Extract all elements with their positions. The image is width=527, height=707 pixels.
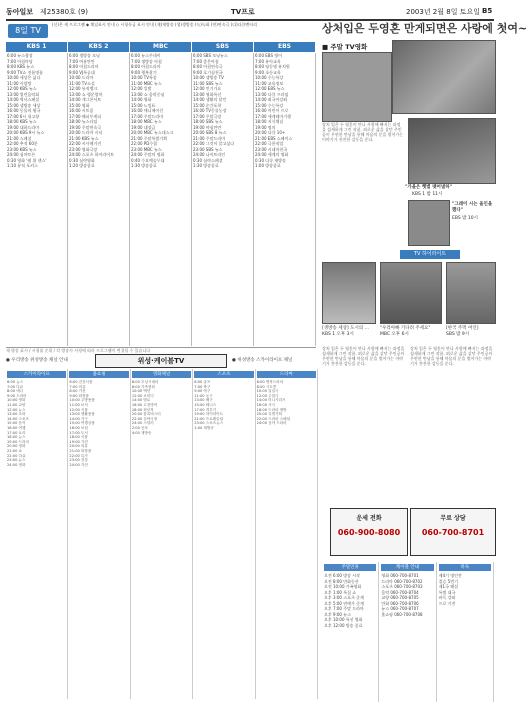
schedule-entry[interactable]: 12:00 일밤 (131, 86, 152, 91)
highlight-2-channel: MBC 오후 6시 (380, 332, 409, 337)
sat-entry[interactable]: 24:00 가전 (69, 462, 88, 467)
headline: 상처입은 두영혼 만게되면은 사랑에 첫여~ (322, 22, 527, 35)
satellite-columns (6, 369, 318, 699)
highlight-photo-3 (446, 262, 496, 324)
schedule-entry[interactable]: 10:00 세상은 넓다 (7, 75, 41, 80)
schedule-entry[interactable]: 6:00 SBS 모닝뉴스 (193, 53, 228, 58)
right-list-entry[interactable]: 오후 12:00 방송 종료 (324, 622, 363, 628)
schedule-entry[interactable]: 13:00 영화특선 (193, 91, 222, 97)
schedule-entry[interactable]: 11:00 SBS 뉴스 (193, 80, 223, 86)
right-list-entry[interactable]: 교양 060-700-8705 (381, 595, 419, 600)
sat-entry[interactable]: 14:00 미니시리즈 (256, 398, 286, 403)
schedule-entry[interactable]: 0:30 다큐 재방송 (255, 157, 286, 163)
schedule-entry[interactable]: 19:00 명의 (255, 124, 276, 130)
sat-entry[interactable]: 11:00 교양 (7, 402, 26, 407)
schedule-entry[interactable]: 13:00 다큐 프라임 (255, 91, 289, 97)
right-list-entry[interactable]: 영화 060-700-8701 (381, 573, 419, 578)
sat-entry[interactable]: 19:00 하이라이트 (194, 412, 224, 417)
sat-entry[interactable]: 20:00 의류 (69, 444, 88, 449)
sat-entry[interactable]: 17:00 격투기 (194, 407, 217, 412)
sat-entry[interactable]: 18:00 식품 (69, 435, 88, 440)
left-film-title: "가을은 햇볕 맺어낼하" (405, 185, 452, 190)
schedule-entry[interactable]: 11:00 MBC 뉴스 (131, 80, 162, 86)
highlight-2-title: "우리아빠 기다려 주세요" (380, 326, 431, 331)
schedule-entry[interactable]: 8:00 아침연속극 (193, 64, 223, 69)
right-lists (322, 562, 494, 702)
schedule-entry[interactable]: 24:00 심야토론 (7, 152, 36, 157)
schedule-entry[interactable]: 22:00 시사매거진 (69, 141, 102, 146)
schedule-entry[interactable]: 14:00 외국어강좌 (255, 97, 288, 102)
schedule-entry[interactable]: 18:00 SBS 뉴스 (193, 119, 223, 124)
right-list-entry[interactable]: 오전 6:00 방송 시작 (324, 573, 360, 578)
schedule-entry[interactable]: 19:00 대장금 (131, 124, 156, 130)
sat-entry[interactable]: 24:00 영화 (7, 462, 26, 467)
feature-still-main (392, 40, 496, 114)
schedule-entry[interactable]: 21:00 주말특별기획 (131, 135, 167, 141)
satellite-banner: 위성·케이블TV (95, 354, 227, 368)
right-list-entry[interactable]: 특별 대국 (438, 589, 456, 595)
date: 2003년 2월 8일 토요일 (406, 8, 480, 16)
sat-entry[interactable]: 18:00 최신작 (131, 407, 154, 412)
schedule-entry[interactable]: 18:00 뉴스타임 (69, 119, 98, 124)
schedule-entry[interactable]: 11:00 사랑방 (7, 80, 32, 86)
right-list-entry[interactable]: 만화 060-700-8706 (381, 600, 419, 606)
sat-entry[interactable]: 14:00 가구 (69, 416, 88, 421)
sat-entry[interactable]: 22:00 드라마 스페셜 (256, 416, 291, 421)
schedule-entry[interactable]: 0:30 심야영화 (69, 157, 95, 163)
feature-still-secondary (408, 118, 496, 184)
sat-note-left: ● 우리방송 위성방송 채널 안내 (6, 358, 68, 363)
right-list-header: 주말연휴 (324, 564, 376, 571)
schedule-column (68, 53, 130, 346)
sat-entry[interactable]: 14:00 스포츠 (7, 416, 29, 421)
schedule-entry[interactable]: 16:00 애니메이션 (131, 108, 164, 113)
schedule-entry[interactable]: 6:00 생방송 모닝 (69, 53, 100, 58)
schedule-column (6, 53, 68, 346)
sat-entry[interactable]: 8:00 가전 (69, 389, 86, 394)
sat-entry[interactable]: 6:00 골프 (194, 380, 211, 384)
paper-name: 동아일보 (6, 8, 34, 16)
sat-column (193, 369, 255, 699)
sat-entry[interactable]: 24:00 심야 드라마 (256, 421, 287, 426)
schedule-entry[interactable]: 14:00 영화 (131, 97, 152, 102)
channel-header[interactable]: MBC (130, 42, 191, 52)
sat-entry[interactable]: 8:00 애니 (7, 389, 24, 394)
sat-entry[interactable]: 15:00 음악 (7, 421, 26, 426)
right-film-title: "그레이 시는 올인을 했다" (452, 202, 493, 213)
feature-title: ■ 주말 TV영화 (322, 43, 368, 51)
schedule-column (192, 53, 254, 346)
schedule-entry[interactable]: 7:00 아침마당 (7, 58, 33, 64)
sat-entry[interactable]: 19:00 가전 (69, 439, 88, 444)
right-list-entry[interactable]: 드라마 060-700-8702 (381, 578, 423, 584)
schedule-entry[interactable]: 6:00 뉴스투데이 (131, 53, 161, 58)
sat-entry[interactable]: 19:00 드라마 (7, 439, 29, 444)
channel-bar (6, 42, 316, 52)
sat-entry[interactable]: 20:00 영화 (7, 444, 26, 449)
sat-entry[interactable]: 13:00 오락 (7, 412, 26, 417)
masthead (6, 5, 494, 21)
channel-header[interactable]: SBS (192, 42, 253, 52)
sat-column-header: 드라마 (257, 371, 316, 378)
right-list-entry[interactable]: 홈쇼핑 060-700-8708 (381, 611, 423, 617)
sat-entry[interactable]: 18:00 뉴스 (7, 435, 26, 440)
film-photo-small (408, 200, 450, 246)
ad-2-phone: 060-700-8701 (421, 528, 485, 537)
feature-body: 상처 입은 두 영혼이 만나 사랑에 빠지는 과정을 섬세하게 그린 작품. 외로운 삶을 살던 주인공이 우연한 만남을 통해 마음의 문을 열어가는 이야기가 잔잔한 감동을 준다. (322, 122, 404, 142)
highlight-3-channel: SBS 밤 9시 (446, 332, 470, 337)
right-list (437, 562, 494, 702)
sat-entry[interactable]: 22:00 다큐 (7, 453, 26, 458)
sat-entry[interactable]: 21:00 쇼 (7, 448, 22, 453)
schedule-entry[interactable]: 14:00 역사스페셜 (7, 97, 40, 102)
sat-entry[interactable]: 22:00 심야극장 (131, 416, 158, 421)
schedule-entry[interactable]: 11:00 TV소설 (69, 80, 95, 86)
schedule-entry[interactable]: 17:00 해피투게더 (69, 113, 102, 119)
schedule-entry[interactable]: 23:00 시네마천국 (255, 146, 288, 152)
sat-entry[interactable]: 12:00 주말극 (256, 393, 279, 398)
feature-portrait (322, 52, 392, 122)
schedule-entry[interactable]: 12:00 EBS 뉴스 (255, 86, 285, 91)
right-list-entry[interactable]: 프로 기전 (438, 600, 456, 606)
schedule-entry[interactable]: 24:00 세계의 명화 (255, 152, 289, 157)
schedule-entry[interactable]: 0:30 심야스페셜 (193, 157, 223, 163)
schedule-entry[interactable]: 16:00 시트콤 (69, 108, 94, 113)
sat-entry[interactable]: 12:00 식품 (69, 407, 88, 412)
sat-entry[interactable]: 9:00 야구 (194, 389, 211, 394)
right-list (379, 562, 436, 702)
schedule-entry[interactable]: 8:00 딩동댕 유치원 (255, 64, 290, 69)
right-list-entry[interactable]: 오전 8:00 만화동산 (324, 578, 359, 584)
tv-logo: 8일 TV (8, 24, 48, 38)
sat-entry[interactable]: 7:00 축구 (194, 384, 211, 389)
schedule-entry[interactable]: 20:00 다큐 10+ (255, 130, 286, 135)
sat-entry[interactable]: 16:00 보험 (69, 425, 88, 430)
schedule-entry[interactable]: 19:00 대하드라마 (7, 124, 40, 130)
schedule-entry[interactable]: 23:00 SBS 뉴스 (193, 146, 223, 152)
sat-entry[interactable]: 8:00 시트콤 (256, 384, 277, 389)
schedule-entry[interactable]: 18:00 KBS 뉴스 (7, 119, 37, 124)
schedule-entry[interactable]: 8:00 아침드라마 (69, 64, 99, 69)
sat-entry[interactable]: 6:00 명작드라마 (256, 380, 284, 384)
right-list-entry[interactable]: 제1국 해설 (438, 584, 458, 589)
schedule-entry[interactable]: 23:00 MBC 뉴스 (131, 146, 162, 152)
right-list-entry[interactable]: 바둑 강좌 (438, 595, 456, 600)
schedule-entry[interactable]: 15:00 순간포착 (193, 102, 222, 108)
schedule-entry[interactable]: 6:00 EBS 영어 (255, 53, 282, 58)
schedule-entry[interactable]: 0:40 수요예술무대 (131, 157, 165, 163)
sat-entry[interactable]: 21:00 화장품 (69, 448, 92, 453)
schedule-entry[interactable]: 15:00 영화 (69, 102, 90, 108)
schedule-entry[interactable]: 19:00 야심만만 (193, 124, 222, 130)
schedule-entry[interactable]: 15:00 느낌표 (131, 102, 156, 108)
schedule-entry[interactable]: 12:00 뮤직뱅크 (69, 86, 98, 91)
right-list-entry[interactable]: 오후 5:00 연예가 중계 (324, 600, 364, 606)
schedule-entry[interactable]: 20:00 드라마 시티 (69, 130, 103, 135)
schedule-entry[interactable]: 1:20 방송종료 (69, 163, 95, 168)
sat-column (131, 369, 193, 699)
sat-entry[interactable]: 12:00 코미디 (131, 393, 154, 398)
sat-entry[interactable]: 9:00 화장품 (69, 393, 90, 398)
sat-entry[interactable]: 24:00 스릴러 (131, 421, 154, 426)
sat-entry[interactable]: 15:00 여행상품 (69, 421, 95, 426)
schedule-entry[interactable]: 20:00 MBC 뉴스데스크 (131, 130, 174, 135)
schedule-entry[interactable]: 17:00 주말드라마 (131, 113, 164, 119)
highlight-label: TV 하이라이트 (400, 250, 460, 259)
sat-entry[interactable]: 9:00 드라마 (7, 393, 27, 398)
highlight-3-title: [한국 주먹 여인] (446, 326, 479, 331)
schedule-entry[interactable]: 24:00 주말의 명화 (131, 152, 165, 157)
schedule-entry[interactable]: 21:00 EBS 스페이스 (255, 135, 293, 141)
schedule-entry[interactable]: 1:30 방송종료 (131, 163, 157, 168)
schedule-column (254, 53, 316, 346)
schedule-entry[interactable]: 15:00 수능특강 (255, 102, 284, 108)
schedule-entry[interactable]: 21:00 스페셜 (7, 135, 32, 141)
schedule-entry[interactable]: 6:00 뉴스광장 (7, 53, 33, 58)
sat-column-header: 영화채널 (132, 371, 191, 378)
schedule-entry[interactable]: 13:00 쇼 행운열차 (69, 91, 103, 97)
edition: 제25380호 (9) (40, 8, 88, 16)
right-list-header: 케이블 안내 (381, 564, 433, 571)
schedule-entry[interactable]: 9:00 호기심천국 (193, 69, 223, 75)
sat-column-header: 홈쇼핑 (69, 371, 128, 378)
schedule-entry[interactable]: 15:00 생방송 세상 (7, 102, 41, 108)
right-list-entry[interactable]: 결승 5번기 (438, 578, 458, 584)
ad-1-phone: 060-900-8080 (337, 528, 401, 537)
schedule-entry[interactable]: 11:00 교육정보 (255, 80, 284, 86)
schedule-entry[interactable]: 1:30 방송종료 (193, 163, 219, 168)
highlight-1-title: [생방송 세상] 도시의 ... (322, 326, 369, 331)
schedule-entry[interactable]: 24:00 스포츠 하이라이트 (69, 152, 114, 157)
sat-entry[interactable]: 6:00 건강식품 (69, 380, 93, 384)
highlight-photo-1 (322, 262, 376, 324)
right-film-sub: EBS 밤 10시 (452, 216, 478, 221)
right-list-entry[interactable]: 제4기 명인전 (438, 573, 462, 578)
schedule-footnote: 재 방송 표시 / 시청률 순위 / 각 방송사 사정에 따라 프로그램이 변경될 수 있습니다 (6, 347, 316, 354)
schedule-entry[interactable]: 17:00 세계테마기행 (255, 113, 291, 119)
schedule-entry[interactable]: 7:00 생방송 아침 (131, 58, 162, 64)
sat-column (68, 369, 130, 699)
highlight-body-2: 상처 입은 두 영혼이 만나 사랑에 빠지는 과정을 섬세하게 그린 작품. 외로운 삶을 살던 주인공이 우연한 만남을 통해 마음의 문을 열어가는 이야기가 잔잔한 감동을 준다. (410, 346, 493, 366)
schedule-entry[interactable]: 20:00 KBS 9시 뉴스 (7, 130, 45, 135)
schedule-entry[interactable]: 10:00 TV특종 (131, 75, 157, 80)
sat-entry[interactable]: 11:00 농구 (194, 393, 213, 398)
schedule-entry[interactable]: 24:00 나이트라인 (193, 152, 226, 157)
sat-entry[interactable]: 7:00 의류 (69, 384, 86, 389)
schedule-entry[interactable]: 9:00 초등교육 (255, 69, 281, 75)
schedule-entry[interactable]: 1:00 방송종료 (255, 163, 281, 168)
sat-entry[interactable]: 23:00 스포츠뉴스 (194, 421, 224, 426)
ad-1-title: 운세 전화 (356, 515, 382, 522)
schedule-entry[interactable]: 7:00 유아교육 (255, 58, 281, 64)
schedule-entry[interactable]: 22:00 추적 60분 (7, 141, 38, 146)
sat-entry[interactable]: 16:00 고전명작 (131, 402, 158, 407)
left-film-sub: KBS 1 밤 11시 (412, 192, 443, 197)
schedule-entry[interactable]: 8:00 아침드라마 (131, 64, 161, 69)
right-list-entry[interactable]: 음악 060-700-8704 (381, 589, 419, 595)
schedule-entry[interactable]: 16:00 어린이 프로 (255, 108, 289, 113)
schedule-entry[interactable]: 20:00 SBS 8 뉴스 (193, 130, 227, 135)
sat-entry[interactable]: 8:00 가족영화 (131, 384, 155, 389)
schedule-entry[interactable]: 21:00 KBS 뉴스 (69, 135, 99, 141)
schedule-entry[interactable]: 16:00 TV동물농장 (193, 108, 227, 113)
right-list-entry[interactable]: 오전 10:00 가족영화 (324, 584, 362, 589)
sat-entry[interactable]: 6:00 뉴스 (7, 380, 24, 384)
right-list-entry[interactable]: 오후 1:00 특집 쇼 (324, 589, 357, 595)
sat-entry[interactable]: 23:00 건강 (69, 458, 88, 463)
right-list-entry[interactable]: 오후 10:00 특선 영화 (324, 617, 363, 622)
right-list-entry[interactable]: 뉴스 060-700-8707 (381, 606, 419, 611)
ad-2-title: 무료 상담 (440, 515, 466, 522)
sat-entry[interactable]: 7:00 다큐 (7, 384, 24, 389)
sat-entry[interactable]: 10:00 영화 (7, 398, 26, 403)
sat-entry[interactable]: 23:00 뉴스 (7, 458, 26, 463)
schedule-entry[interactable]: 17:00 6시 내고향 (7, 113, 40, 119)
right-list-entry[interactable]: 오후 3:00 스포츠 중계 (324, 595, 364, 600)
schedule-entry[interactable]: 10:00 드라마 (69, 75, 94, 80)
sat-entry[interactable]: 21:00 프로레슬링 (194, 416, 224, 421)
sat-entry[interactable]: 1:00 재방송 (194, 425, 214, 430)
sat-entry[interactable]: 10:00 일일극 (256, 389, 279, 394)
schedule-entry[interactable]: 16:00 동물의 왕국 (7, 108, 41, 113)
sat-entry[interactable]: 12:00 뉴스 (7, 407, 26, 412)
sat-entry[interactable]: 11:00 보석 (69, 402, 88, 407)
right-list-entry[interactable]: 오후 7:00 주말 드라마 (324, 606, 364, 611)
highlight-photo-2 (380, 262, 442, 324)
section-title: TV프로 (231, 8, 255, 16)
sat-entry[interactable]: 18:00 드라마 재방 (256, 407, 287, 412)
schedule-entry[interactable]: 9:00 행복찾기 (131, 69, 157, 75)
sat-entry[interactable]: 22:00 특가 (69, 453, 88, 458)
sat-entry[interactable]: 14:00 멜로 (131, 398, 151, 403)
schedule-entry[interactable]: 7:00 여유만만 (69, 58, 95, 64)
schedule-entry[interactable]: 12:00 KBS 뉴스 (7, 86, 37, 91)
schedule-entry[interactable]: 23:00 명화극장 (69, 146, 98, 152)
channel-header[interactable]: KBS 2 (68, 42, 129, 52)
schedule-entry[interactable]: 14:00 생활의 달인 (193, 97, 227, 102)
schedule-grid (6, 53, 316, 346)
schedule-entry[interactable]: 12:00 인기가요 (193, 86, 222, 91)
channel-header[interactable]: EBS (254, 42, 315, 52)
ad-box-2[interactable] (410, 508, 496, 556)
schedule-entry[interactable]: 10:00 생방송 TV (193, 75, 224, 80)
schedule-entry[interactable]: 7:00 좋은아침 (193, 58, 219, 64)
sat-note-right: ● 위성방송 스카이라이프 채널 (232, 358, 293, 363)
legend: (신)은 새 프로그램 ◆ 채널표시 안내 ◇ 시청등급 표시 안내 (재)재방송 (생)생방송 (녹)녹화 (연)연속극 (다)다큐멘터리 (52, 22, 257, 27)
schedule-entry[interactable]: 13:00 열린음악회 (7, 91, 40, 97)
schedule-entry[interactable]: 21:00 주말드라마 (193, 135, 226, 141)
schedule-entry[interactable]: 18:00 지식채널 (255, 119, 284, 124)
sat-entry[interactable]: 10:00 주방용품 (69, 398, 95, 403)
sat-entry[interactable]: 2:00 공포 (131, 425, 148, 430)
right-list (322, 562, 379, 702)
schedule-entry[interactable]: 0:30 영화 '쉘 위 댄스' (7, 157, 47, 163)
sat-entry[interactable]: 16:00 사극 (256, 402, 276, 407)
schedule-entry[interactable]: 9:00 TV쇼 진품명품 (7, 69, 44, 75)
sat-entry[interactable]: 6:00 모닝시네마 (131, 380, 159, 384)
sat-entry[interactable]: 13:00 생활용품 (69, 412, 95, 417)
schedule-entry[interactable]: 22:00 PD수첩 (131, 141, 158, 146)
schedule-entry[interactable]: 17:00 주말극장 (193, 113, 222, 119)
page-number: B5 (482, 7, 493, 15)
sat-column-header: 스포츠 (194, 371, 253, 378)
schedule-column (130, 53, 192, 346)
sat-column-header: 스카이라이프 (7, 371, 66, 378)
highlight-body-1: 상처 입은 두 영혼이 만나 사랑에 빠지는 과정을 섬세하게 그린 작품. 외로운 삶을 살던 주인공이 우연한 만남을 통해 마음의 문을 열어가는 이야기가 잔잔한 감동을 준다. (322, 346, 405, 366)
sat-entry[interactable]: 15:00 테니스 (194, 402, 217, 407)
ad-box-1[interactable] (330, 508, 408, 556)
schedule-entry[interactable]: 14:00 개그콘서트 (69, 97, 102, 102)
sat-entry[interactable]: 16:00 여행 (7, 425, 26, 430)
schedule-entry[interactable]: 9:00 VJ특공대 (69, 69, 95, 75)
schedule-entry[interactable]: 18:00 MBC 뉴스 (131, 119, 162, 124)
schedule-entry[interactable]: 19:00 주말연속극 (69, 124, 102, 130)
schedule-entry[interactable]: 22:00 그것이 알고싶다 (193, 141, 235, 146)
schedule-entry[interactable]: 13:00 쇼 음악중심 (131, 91, 165, 97)
sat-column (6, 369, 68, 699)
sat-entry[interactable]: 20:00 특별기획 (256, 412, 283, 417)
sat-entry[interactable]: 17:00 도서 (69, 430, 88, 435)
right-list-entry[interactable]: 스포츠 060-700-8703 (381, 584, 423, 589)
right-list-header: 바둑 (439, 564, 491, 571)
schedule-entry[interactable]: 8:00 KBS 뉴스 (7, 64, 35, 69)
right-list-entry[interactable]: 오후 9:00 뉴스 (324, 611, 351, 617)
schedule-entry[interactable]: 1:10 뮤직 포커스 (7, 163, 38, 168)
sat-entry[interactable]: 4:00 재방송 (131, 430, 152, 435)
sat-entry[interactable]: 13:00 배구 (194, 398, 213, 403)
sat-entry[interactable]: 20:00 블록버스터 (131, 412, 161, 417)
sat-entry[interactable]: 17:00 요리 (7, 430, 26, 435)
channel-header[interactable]: KBS 1 (6, 42, 67, 52)
schedule-entry[interactable]: 23:00 KBS 뉴스 (7, 146, 37, 152)
sat-entry[interactable]: 10:00 액션 (131, 389, 151, 394)
highlight-1-channel: KBS 1 오후 3시 (322, 332, 354, 337)
schedule-entry[interactable]: 22:00 극한직업 (255, 141, 284, 146)
sat-column (256, 369, 318, 699)
schedule-entry[interactable]: 10:00 수능특강 (255, 75, 284, 80)
